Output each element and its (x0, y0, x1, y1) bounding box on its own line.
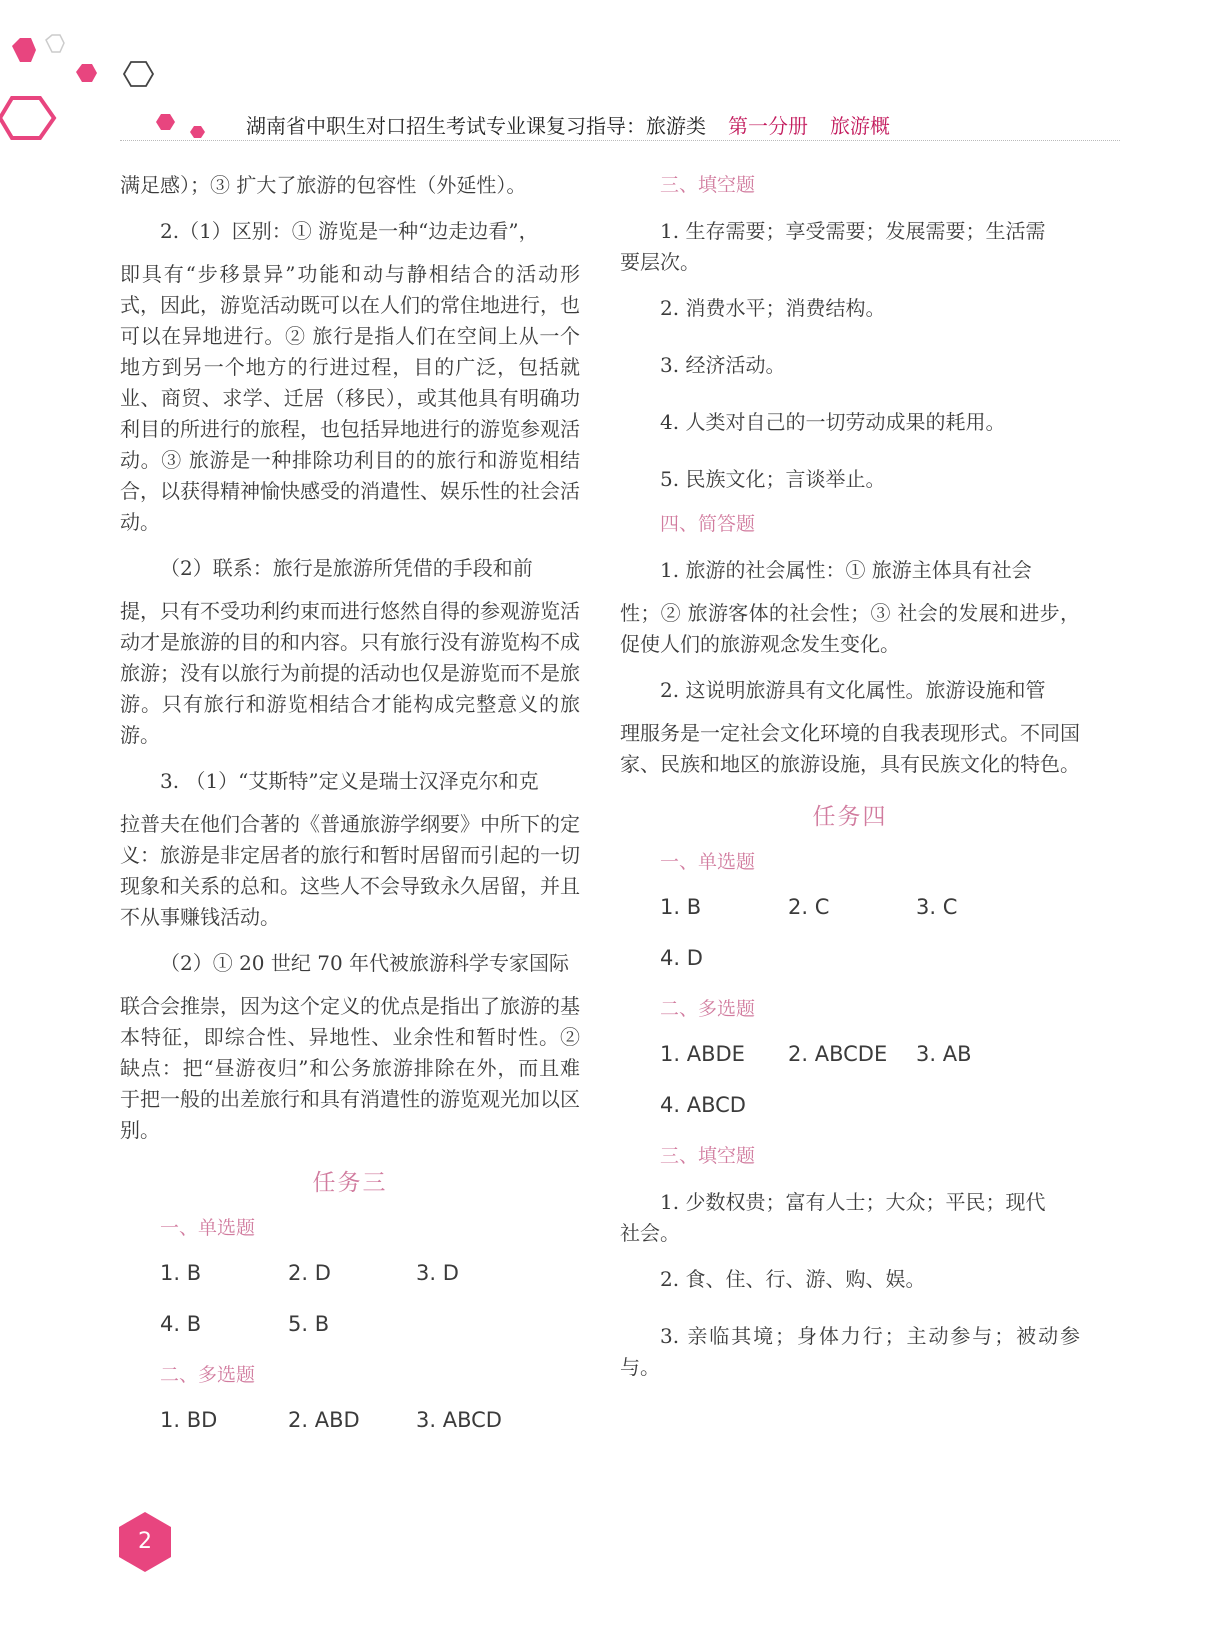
answer: 2. C (788, 895, 830, 919)
answer: 3. AB (916, 1042, 972, 1066)
task-heading: 任务三 (312, 1170, 388, 1196)
paragraph: 即具有“步移景异”功能和动与静相结合的活动形式，因此，游览活动既可以在人们的常住地进行，也可以在异地进行。② 旅行是指人们在空间上从一个地方到另一个地方的行进过程，目的广泛，包括就业、商贸、求学、迁居（移民），或其他具有明确功利目的所进行的旅程，也包括异地进行的游览参观活动。③ 旅游是一种排除功利目的的旅行和游览相结合，以获得精神愉快感受的消遣性、娱乐性的社会活动。 (120, 262, 580, 534)
section-heading: 一、单选题 (160, 1217, 256, 1239)
header-volume: 第一分册 (728, 114, 808, 138)
paragraph: （2）联系：旅行是旅游所凭借的手段和前 (160, 556, 533, 580)
paragraph: 性；② 旅游客体的社会性；③ 社会的发展和进步，促使人们的旅游观念发生变化。 (620, 601, 1080, 656)
answer-row (160, 1309, 580, 1340)
paragraph: 满足感）；③ 扩大了旅游的包容性（外延性）。 (120, 173, 527, 197)
answer: 4. D (660, 946, 703, 970)
answer: 1. B (660, 895, 702, 919)
paragraph: 2.（1）区别：① 游览是一种“边走边看”， (160, 219, 539, 243)
page-header (246, 110, 890, 139)
task-heading: 任务四 (812, 804, 888, 830)
answer-row (660, 1039, 1080, 1070)
header-subject: 旅游概 (830, 114, 890, 138)
fill-answer: 3. 亲临其境；身体力行；主动参与；被动参与。 (620, 1324, 1080, 1379)
paragraph: 拉普夫在他们合著的《普通旅游学纲要》中所下的定义：旅游是非定居者的旅行和暂时居留而引起的一切现象和关系的总和。这些人不会导致永久居留，并且不从事赚钱活动。 (120, 812, 580, 929)
answer: 1. B (160, 1261, 202, 1285)
fill-answer: 4. 人类对自己的一切劳动成果的耗用。 (660, 410, 1006, 434)
answer-row (660, 943, 1080, 974)
paragraph: （2）① 20 世纪 70 年代被旅游科学专家国际 (160, 951, 570, 975)
paragraph: 2. 这说明旅游具有文化属性。旅游设施和管 (660, 678, 1046, 702)
section-heading: 四、简答题 (660, 513, 756, 535)
fill-answer: 社会。 (620, 1221, 680, 1245)
answer-row (160, 1258, 580, 1289)
fill-answer: 5. 民族文化；言谈举止。 (660, 467, 886, 491)
fill-answer: 3. 经济活动。 (660, 353, 786, 377)
answer: 1. BD (160, 1408, 218, 1432)
answer-row (660, 1090, 1080, 1121)
section-heading: 三、填空题 (660, 1145, 756, 1167)
answer: 1. ABDE (660, 1042, 745, 1066)
header-title: 湖南省中职生对口招生考试专业课复习指导：旅游类 (246, 114, 706, 138)
answer: 4. B (160, 1312, 202, 1336)
paragraph: 理服务是一定社会文化环境的自我表现形式。不同国家、民族和地区的旅游设施，具有民族文化的特色。 (620, 721, 1080, 776)
header-divider (120, 140, 1120, 141)
paragraph: 联合会推崇，因为这个定义的优点是指出了旅游的基本特征，即综合性、异地性、业余性和暂时性。② 缺点：把“昼游夜归”和公务旅游排除在外，而且难于把一般的出差旅行和具有消遣性的游览观光加以区别。 (120, 994, 580, 1142)
answer: 3. D (416, 1261, 459, 1285)
section-heading: 一、单选题 (660, 851, 756, 873)
hexagon-decoration (0, 0, 220, 150)
fill-answer: 2. 消费水平；消费结构。 (660, 296, 886, 320)
fill-answer: 1. 生存需要；享受需要；发展需要；生活需 (660, 219, 1046, 243)
fill-answer: 要层次。 (620, 250, 700, 274)
answer-row (160, 1405, 580, 1436)
section-heading: 二、多选题 (660, 998, 756, 1020)
answer: 3. C (916, 895, 958, 919)
answer: 3. ABCD (416, 1408, 502, 1432)
fill-answer: 2. 食、住、行、游、购、娱。 (660, 1267, 926, 1291)
paragraph: 3. （1）“艾斯特”定义是瑞士汉泽克尔和克 (160, 769, 539, 793)
page-number-badge (117, 1510, 173, 1574)
section-heading: 二、多选题 (160, 1364, 256, 1386)
section-heading: 三、填空题 (660, 174, 756, 196)
paragraph: 提，只有不受功利约束而进行悠然自得的参观游览活动才是旅游的目的和内容。只有旅行没有游览构不成旅游；没有以旅行为前提的活动也仅是游览而不是旅游。只有旅行和游览相结合才能构成完整意义的旅游。 (120, 599, 580, 747)
left-column (120, 170, 580, 1456)
page-number: 2 (138, 1529, 152, 1554)
answer: 2. ABCDE (788, 1042, 888, 1066)
answer-row (660, 892, 1080, 923)
answer: 5. B (288, 1312, 330, 1336)
answer: 4. ABCD (660, 1093, 746, 1117)
paragraph: 1. 旅游的社会属性：① 旅游主体具有社会 (660, 558, 1032, 582)
answer: 2. D (288, 1261, 331, 1285)
answer: 2. ABD (288, 1408, 360, 1432)
fill-answer: 1. 少数权贵；富有人士；大众；平民；现代 (660, 1190, 1046, 1214)
right-column (620, 170, 1080, 1383)
